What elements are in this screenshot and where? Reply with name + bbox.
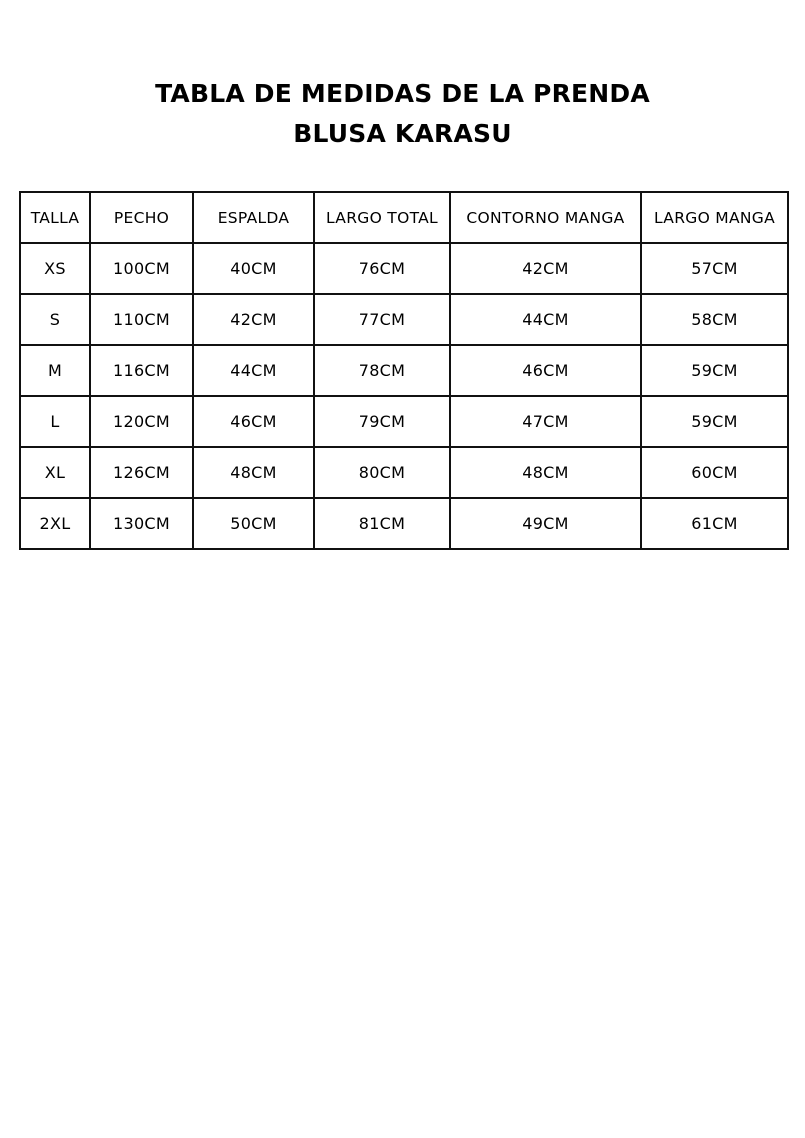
- header-pecho: PECHO: [90, 192, 193, 243]
- table-row: [20, 243, 788, 294]
- cell-largo-total: 80CM: [314, 447, 450, 498]
- cell-pecho: 100CM: [90, 243, 193, 294]
- cell-talla: XL: [20, 447, 90, 498]
- cell-largo-total: 76CM: [314, 243, 450, 294]
- cell-pecho: 126CM: [90, 447, 193, 498]
- cell-largo-manga: 60CM: [641, 447, 788, 498]
- cell-largo-total: 81CM: [314, 498, 450, 549]
- cell-contorno-manga: 42CM: [450, 243, 641, 294]
- header-largo-total: LARGO TOTAL: [314, 192, 450, 243]
- table-header-row: [20, 192, 788, 243]
- table-row: [20, 396, 788, 447]
- cell-largo-total: 77CM: [314, 294, 450, 345]
- cell-largo-manga: 61CM: [641, 498, 788, 549]
- cell-espalda: 48CM: [193, 447, 314, 498]
- cell-pecho: 110CM: [90, 294, 193, 345]
- table-row: [20, 447, 788, 498]
- cell-espalda: 42CM: [193, 294, 314, 345]
- header-talla: TALLA: [20, 192, 90, 243]
- cell-pecho: 130CM: [90, 498, 193, 549]
- cell-talla: 2XL: [20, 498, 90, 549]
- cell-talla: S: [20, 294, 90, 345]
- page-title: [0, 74, 805, 154]
- cell-pecho: 116CM: [90, 345, 193, 396]
- header-largo-manga: LARGO MANGA: [641, 192, 788, 243]
- cell-talla: M: [20, 345, 90, 396]
- cell-espalda: 46CM: [193, 396, 314, 447]
- cell-contorno-manga: 46CM: [450, 345, 641, 396]
- cell-largo-manga: 58CM: [641, 294, 788, 345]
- cell-largo-manga: 59CM: [641, 396, 788, 447]
- title-line-1: TABLA DE MEDIDAS DE LA PRENDA: [155, 79, 650, 108]
- cell-espalda: 44CM: [193, 345, 314, 396]
- table-row: [20, 294, 788, 345]
- table-row: [20, 345, 788, 396]
- cell-talla: XS: [20, 243, 90, 294]
- header-espalda: ESPALDA: [193, 192, 314, 243]
- header-contorno-manga: CONTORNO MANGA: [450, 192, 641, 243]
- cell-largo-manga: 59CM: [641, 345, 788, 396]
- size-chart-table: [19, 191, 789, 550]
- cell-largo-total: 79CM: [314, 396, 450, 447]
- table-row: [20, 498, 788, 549]
- cell-espalda: 50CM: [193, 498, 314, 549]
- cell-contorno-manga: 44CM: [450, 294, 641, 345]
- title-line-2: BLUSA KARASU: [293, 119, 512, 148]
- cell-contorno-manga: 47CM: [450, 396, 641, 447]
- cell-espalda: 40CM: [193, 243, 314, 294]
- cell-talla: L: [20, 396, 90, 447]
- cell-largo-total: 78CM: [314, 345, 450, 396]
- cell-largo-manga: 57CM: [641, 243, 788, 294]
- cell-contorno-manga: 49CM: [450, 498, 641, 549]
- cell-contorno-manga: 48CM: [450, 447, 641, 498]
- cell-pecho: 120CM: [90, 396, 193, 447]
